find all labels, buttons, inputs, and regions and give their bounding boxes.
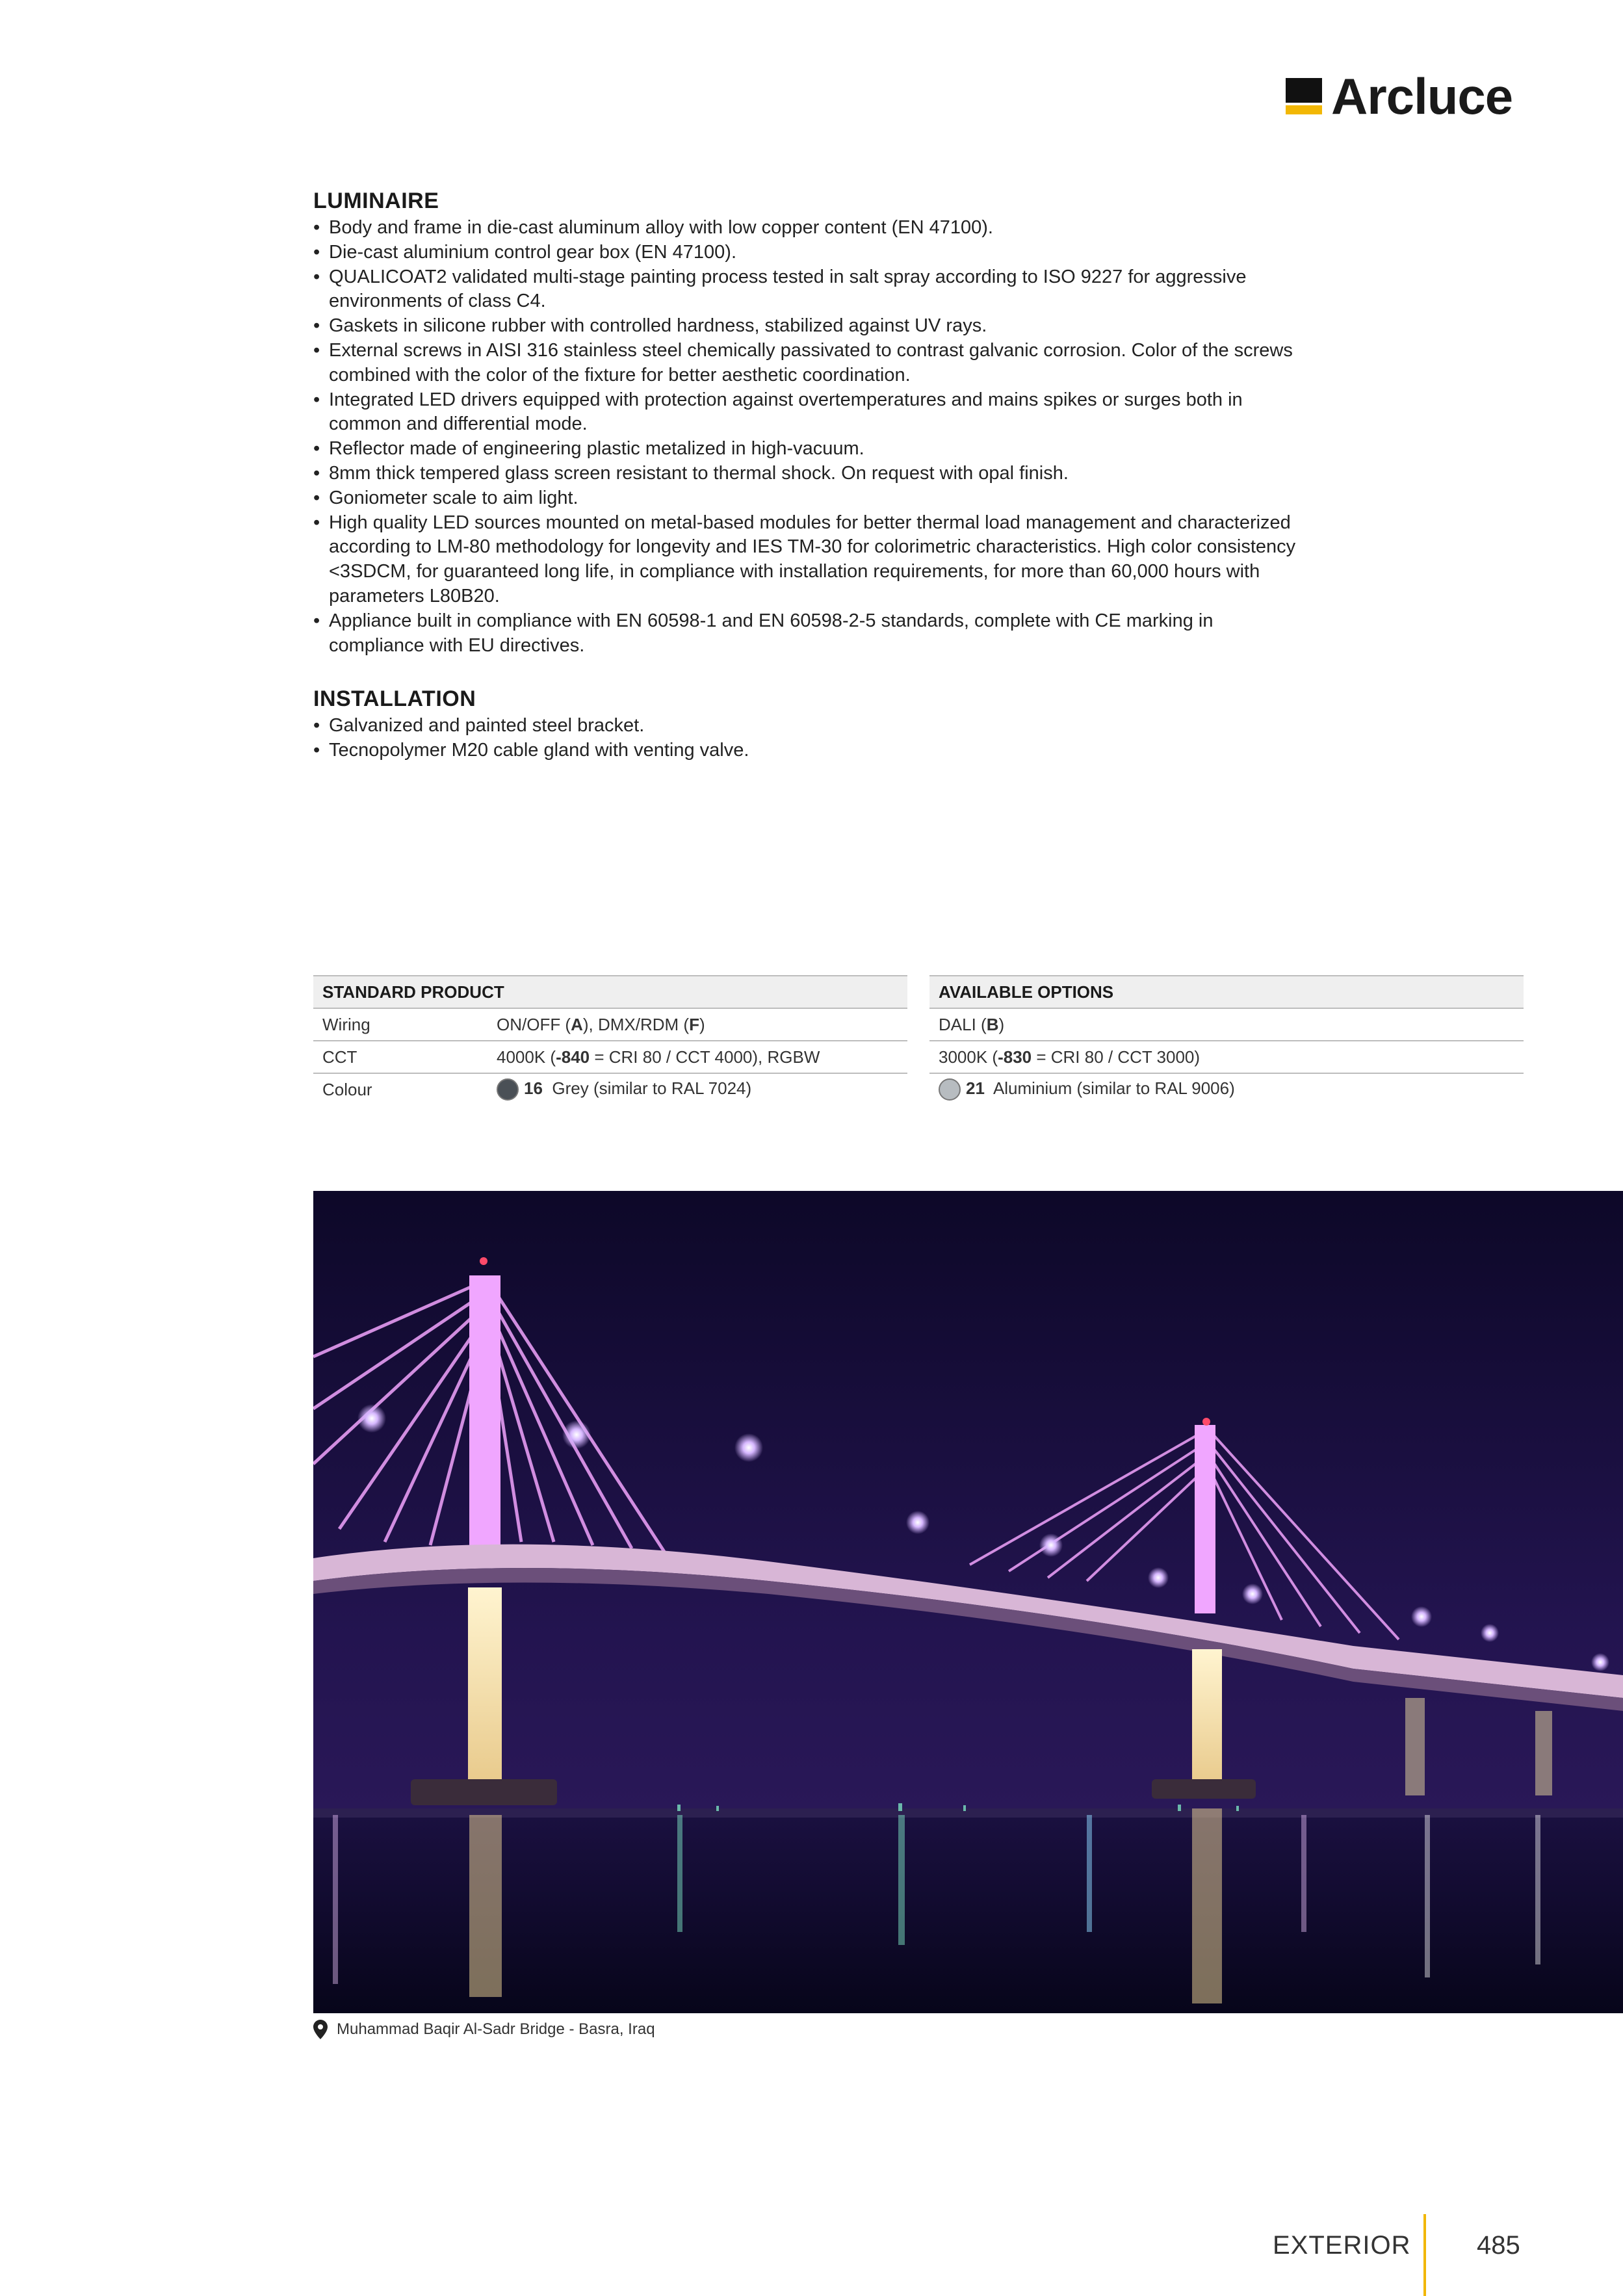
photo-caption [313, 2018, 655, 2041]
list-item: • Integrated LED drivers equipped with protection against overtemperatures and mains spikes or surges both in common and differential mode. [313, 388, 1301, 437]
list-item: • Tecnopolymer M20 cable gland with venting valve. [313, 738, 1301, 763]
colour-swatch-aluminium [939, 1078, 961, 1101]
list-item: • Goniometer scale to aim light. [313, 486, 1301, 511]
colour-label: Colour [313, 1073, 487, 1105]
standard-product-header: STANDARD PRODUCT [313, 976, 907, 1008]
list-item: • Gaskets in silicone rubber with controlled hardness, stabilized against UV rays. [313, 314, 1301, 339]
list-item: • Appliance built in compliance with EN 60598-1 and EN 60598-2-5 standards, complete with CE marking in compliance with EU directives. [313, 609, 1301, 659]
table-row [313, 1041, 907, 1073]
wiring-value: ON/OFF (A), DMX/RDM (F) [487, 1008, 907, 1041]
standard-product-table [313, 975, 907, 1105]
page-number: 485 [1477, 2231, 1520, 2260]
option-wiring-value: DALI (B) [929, 1008, 1524, 1041]
table-row [929, 1041, 1524, 1073]
brand-logo [1286, 68, 1513, 125]
list-item: • Galvanized and painted steel bracket. [313, 714, 1301, 738]
table-row [929, 1008, 1524, 1041]
option-colour-value: 21 Aluminium (similar to RAL 9006) [929, 1073, 1524, 1105]
table-row [313, 1008, 907, 1041]
table-row [929, 1073, 1524, 1105]
product-description [313, 187, 1301, 763]
bridge-photo [313, 1191, 1623, 2013]
cct-label: CCT [313, 1041, 487, 1073]
table-row [313, 1073, 907, 1105]
option-cct-value: 3000K (-830 = CRI 80 / CCT 3000) [929, 1041, 1524, 1073]
installation-list [313, 714, 1301, 763]
luminaire-list [313, 216, 1301, 658]
list-item: • Body and frame in die-cast aluminum alloy with low copper content (EN 47100). [313, 216, 1301, 241]
list-item: • 8mm thick tempered glass screen resistant to thermal shock. On request with opal finish. [313, 462, 1301, 486]
luminaire-title: LUMINAIRE [313, 189, 439, 213]
list-item: • Reflector made of engineering plastic metalized in high-vacuum. [313, 437, 1301, 462]
colour-swatch-grey [497, 1078, 519, 1101]
list-item: • External screws in AISI 316 stainless steel chemically passivated to contrast galvanic corrosion. Color of the screws combined with the color of the fixture for better aesthetic coordination. [313, 339, 1301, 388]
list-item: • High quality LED sources mounted on metal-based modules for better thermal load management and characterized according to LM-80 methodology for longevity and IES TM-30 for colorimetric characteristics. High color consistency <3SDCM, for guaranteed long life, in compliance with installation requirements, for more than 60,000 hours with parameters L80B20. [313, 511, 1301, 609]
available-options-header: AVAILABLE OPTIONS [929, 976, 1524, 1008]
installation-title: INSTALLATION [313, 686, 476, 712]
caption-text: Muhammad Baqir Al-Sadr Bridge - Basra, Iraq [337, 2020, 655, 2038]
colour-value: 16 Grey (similar to RAL 7024) [487, 1073, 907, 1105]
footer-section-label: EXTERIOR [1273, 2231, 1411, 2260]
wiring-label: Wiring [313, 1008, 487, 1041]
cct-value: 4000K (-840 = CRI 80 / CCT 4000), RGBW [487, 1041, 907, 1073]
list-item: • QUALICOAT2 validated multi-stage painting process tested in salt spray according to ISO 9227 for aggressive environments of class C4. [313, 265, 1301, 315]
available-options-table [929, 975, 1524, 1105]
footer-divider [1423, 2214, 1426, 2296]
location-pin-icon [313, 2020, 328, 2039]
list-item: • Die-cast aluminium control gear box (EN 47100). [313, 241, 1301, 265]
brand-logo-icon [1286, 78, 1322, 114]
brand-name: Arcluce [1331, 68, 1513, 125]
